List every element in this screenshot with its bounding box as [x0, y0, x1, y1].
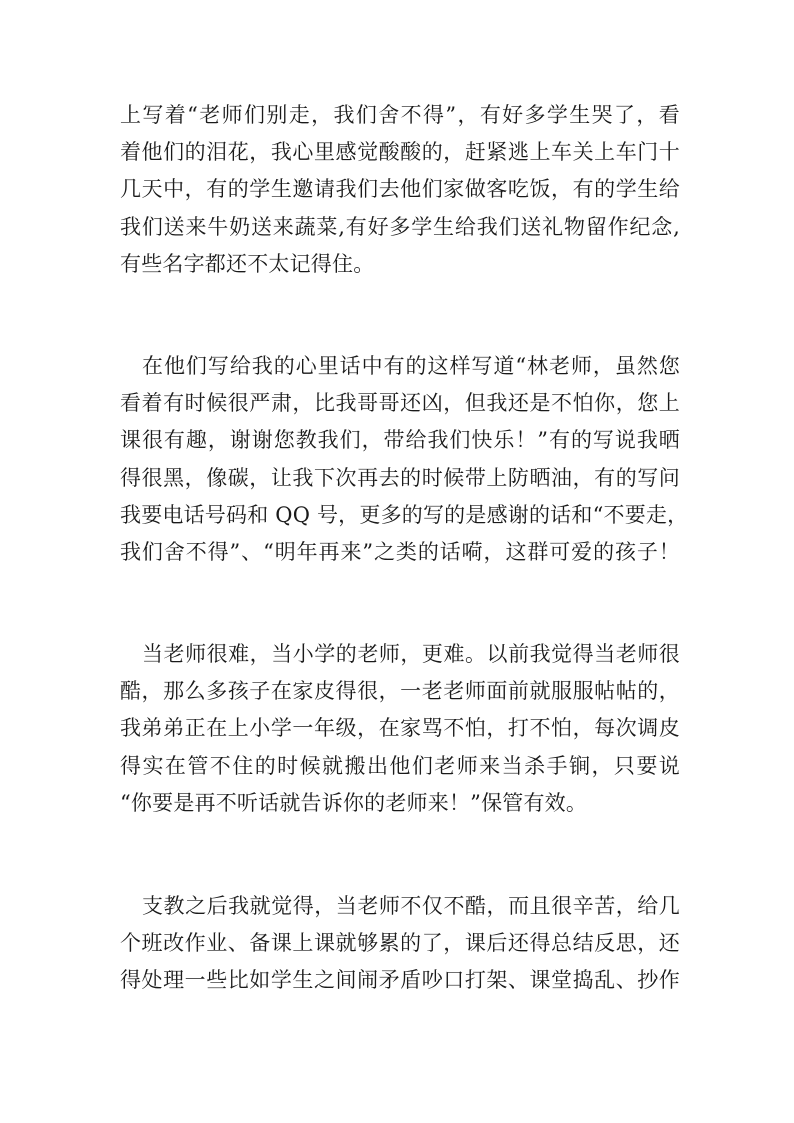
paragraph-4 — [120, 888, 680, 1000]
paragraph-line: 我们舍不得”、“明年再来”之类的话嗬，这群可爱的孩子！ — [120, 539, 680, 564]
paragraph-line: 着他们的泪花，我心里感觉酸酸的，赶紧逃上车关上车门十 — [120, 140, 680, 165]
paragraph-2 — [120, 348, 689, 571]
paragraph-line: 酷，那么多孩子在家皮得很，一老老师面前就服服帖帖的， — [120, 679, 680, 704]
paragraph-3 — [120, 636, 680, 822]
paragraph-line: 看着有时候很严肃，比我哥哥还凶，但我还是不怕你，您上 — [120, 391, 680, 416]
paragraph-line: 在他们写给我的心里话中有的这样写道“林老师，虽然您 — [142, 354, 680, 378]
paragraph-1 — [120, 97, 680, 283]
paragraph-line: 课很有趣，谢谢您教我们，带给我们快乐！”有的写说我晒 — [120, 428, 680, 453]
paragraph-line: “你要是再不听话就告诉你的老师来！”保管有效。 — [120, 790, 588, 815]
paragraph-line: 个班改作业、备课上课就够累的了，课后还得总结反思，还 — [120, 931, 680, 956]
paragraph-line: 我弟弟正在上小学一年级，在家骂不怕，打不怕，每次调皮 — [120, 716, 680, 741]
paragraph-line: 得实在管不住的时候就搬出他们老师来当杀手锏，只要说 — [120, 753, 680, 778]
paragraph-line: 支教之后我就觉得，当老师不仅不酷，而且很辛苦，给几 — [142, 894, 680, 918]
paragraph-line: 得处理一些比如学生之间闹矛盾吵口打架、课堂捣乱、抄作 — [120, 968, 680, 993]
paragraph-line: 几天中，有的学生邀请我们去他们家做客吃饭，有的学生给 — [120, 177, 680, 202]
paragraph-line: 当老师很难，当小学的老师，更难。以前我觉得当老师很 — [142, 642, 680, 666]
paragraph-line: 有些名字都还不太记得住。 — [120, 251, 375, 276]
paragraph-line: 我们送来牛奶送来蔬菜,有好多学生给我们送礼物留作纪念, — [120, 214, 680, 239]
paragraph-line: 我要电话号码和 QQ 号，更多的写的是感谢的话和“不要走， — [120, 502, 689, 527]
paragraph-line: 得很黑，像碳，让我下次再去的时候带上防晒油，有的写问 — [120, 465, 680, 490]
paragraph-line: 上写着“老师们别走，我们舍不得”，有好多学生哭了，看 — [120, 103, 680, 127]
